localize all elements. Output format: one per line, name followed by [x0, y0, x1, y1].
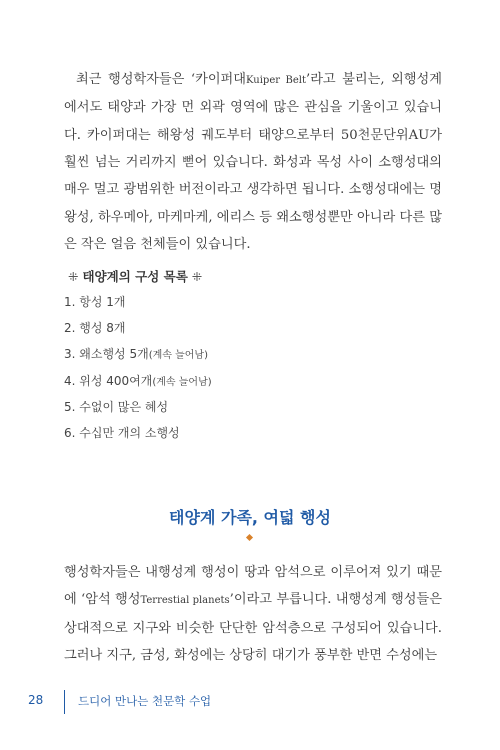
body-english-term: Terrestial planets [140, 595, 230, 607]
list-item [64, 289, 212, 315]
ornament-right-icon: ⁜ [191, 269, 203, 284]
list-item-note: (계속 늘어남) [152, 376, 212, 388]
list-item [64, 315, 212, 341]
list-item-text: 1. 항성 1개 [64, 295, 126, 309]
list-item-text: 3. 왜소행성 5개 [64, 347, 149, 362]
running-title: 드디어 만나는 천문학 수업 [78, 694, 212, 708]
intro-paragraph [64, 66, 442, 258]
intro-english-term: Kuiper Belt [246, 75, 306, 87]
intro-text-2: ’라고 불리는, 외행성계에서도 태양과 가장 먼 외곽 영역에 많은 관심을 기울이고 있습니다. 카이퍼대는 해왕성 궤도부터 태양으로부터 50천문단위AU가 훨씬 넘는 거리까지 뻗어 있습니다. 화성과 목성 사이 소행성대의 매우 멀고 광범위한 버전이라고 생각하면 됩니다. 소행성대에는 명왕성, 하우메아, 마케마케, 에리스 등 왜소행성뿐만 아니라 다른 많은 작은 얼음 천체들이 있습니다. [64, 72, 443, 252]
footer-divider [64, 690, 65, 714]
list-heading-text: 태양계의 구성 목록 [82, 269, 188, 284]
list-item [64, 341, 212, 367]
list-item [64, 368, 212, 394]
list-item-note: (계속 늘어남) [148, 350, 208, 362]
list-item-text: 2. 행성 8개 [64, 321, 126, 336]
solar-system-list [64, 289, 212, 446]
diamond-ornament-icon [246, 534, 253, 541]
intro-text-1: 최근 행성학자들은 ‘카이퍼대 [76, 72, 247, 88]
body-text-1: 행성학자들은 내행성계 행성이 땅과 암석으로 이루어져 있기 때문에 ‘암석 행성 [64, 565, 442, 608]
list-item-text: 6. 수십만 개의 소행성 [64, 425, 180, 440]
section-title: 태양계 가족, 여덟 행성 [169, 508, 331, 527]
list-item [64, 394, 212, 420]
ornament-left-icon: ⁜ [68, 269, 79, 284]
body-text-2: ’이라고 부릅니다. 내행성계 행성들은 상대적으로 지구와 비슷한 단단한 암석층으로 구성되어 있습니다. 그러나 지구, 금성, 화성에는 상당히 대기가 풍부한 반면 수성에는 [64, 592, 442, 664]
page-number: 28 [28, 693, 44, 707]
list-heading [64, 267, 206, 285]
list-item-text: 5. 수없이 많은 혜성 [64, 399, 169, 414]
list-item-text: 4. 위성 400여개 [64, 373, 153, 388]
list-item [64, 420, 212, 446]
body-paragraph [64, 559, 442, 669]
